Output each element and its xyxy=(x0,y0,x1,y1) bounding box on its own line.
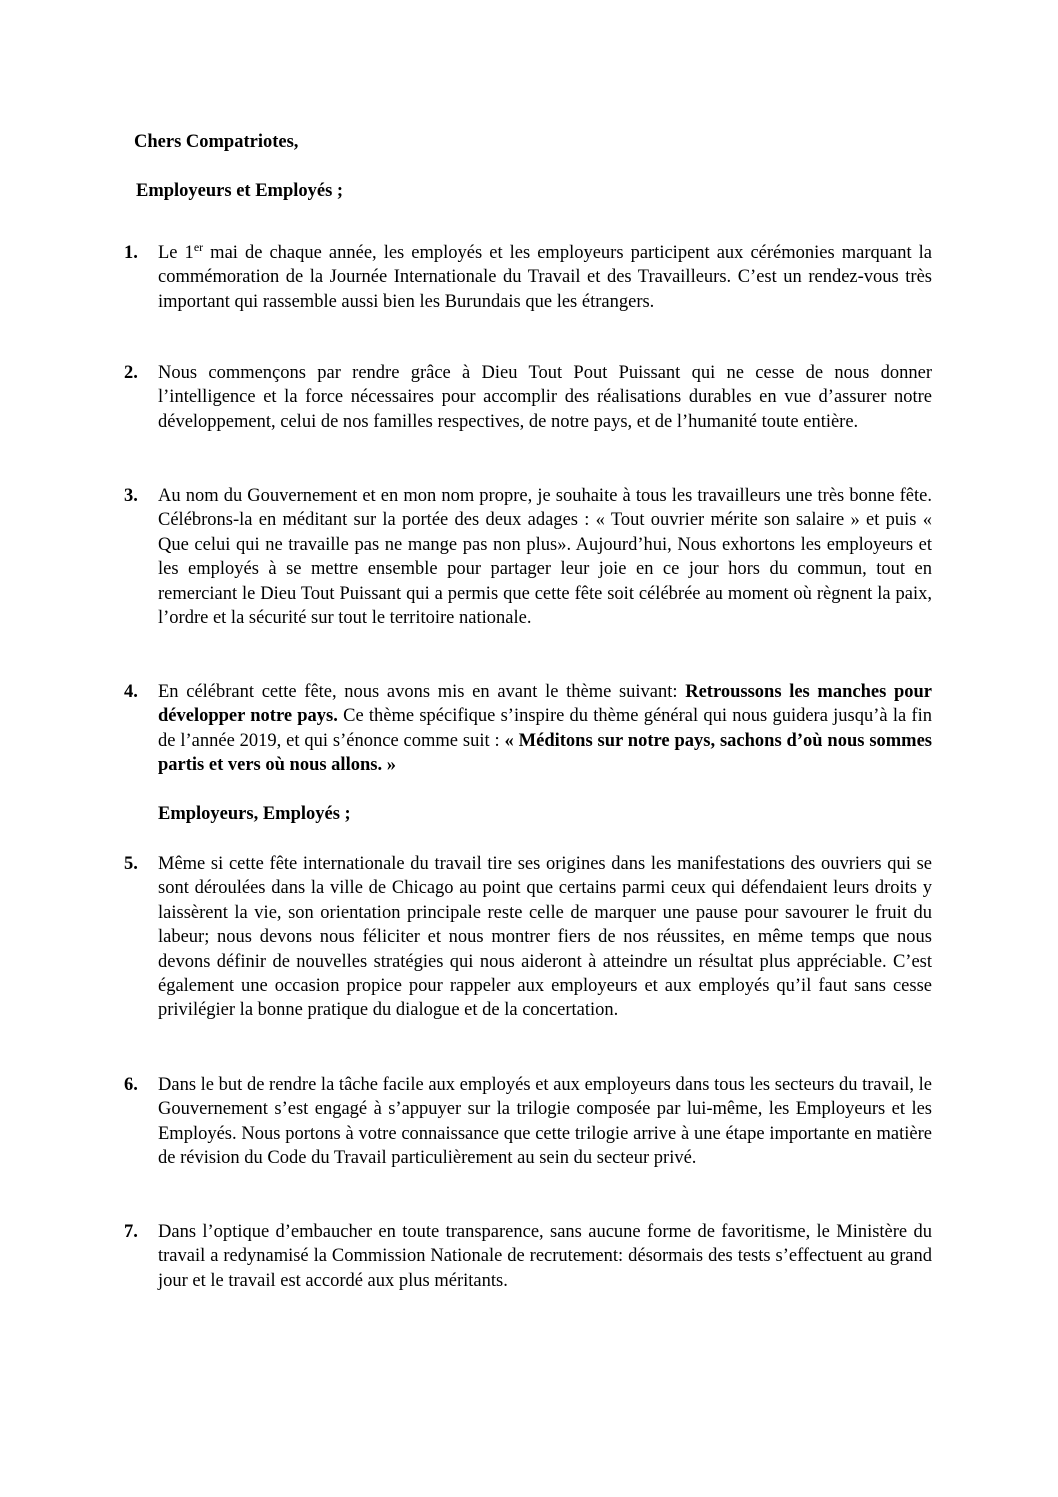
paragraph-text: Dans le but de rendre la tâche facile aux employés et aux employeurs dans tous les secteurs du travail, le Gouvernement s’est engagé à s’appuyer sur la trilogie composée par lui-même, les Employeurs et les Employés. Nous portons à votre connaissance que cette trilogie arrive à une étape importante en matière de révision du Code du Travail particulièrement au sein du secteur privé. xyxy=(158,1075,932,1169)
paragraph-number: 7. xyxy=(124,1222,138,1242)
greeting-employeurs-employes-2: Employeurs, Employés ; xyxy=(158,804,351,824)
theme-general: « Méditons sur notre pays, sachons d’où nous sommes partis et vers où nous allons. » xyxy=(158,730,932,776)
paragraph-text: Nous commençons par rendre grâce à Dieu Tout Pout Puissant qui ne cesse de nous donner l’intelligence et la force nécessaires pour accomplir des réalisations durables en vue d’assurer notre développement, celui de nos familles respectives, de notre pays, et de l’humanité toute entière. xyxy=(158,363,932,432)
paragraph-number: 6. xyxy=(124,1075,138,1095)
paragraph-number: 4. xyxy=(124,682,138,702)
paragraph-number: 5. xyxy=(124,854,138,874)
paragraph-text: En célébrant cette fête, nous avons mis en avant le thème suivant: Retroussons les manches pour développer notre pays. Ce thème spécifique s’inspire du thème général qui nous guidera jusqu’à la fin de l’année 2019, et qui s’énonce comme suit : « Méditons sur notre pays, sachons d’où nous sommes partis et vers où nous allons. » xyxy=(158,682,933,776)
greeting-compatriotes: Chers Compatriotes, xyxy=(134,132,299,152)
paragraph-text: Le 1er mai de chaque année, les employés et les employeurs participent aux cérémonies marquant la commémoration de la Journée Internationale du Travail et des Travailleurs. C’est un rendez-vous très important qui rassemble aussi bien les Burundais que les étrangers. xyxy=(158,240,932,312)
paragraph-number: 3. xyxy=(124,486,138,506)
superscript-er: er xyxy=(193,240,204,254)
paragraph-number: 2. xyxy=(124,363,138,383)
greeting-employeurs-employes: Employeurs et Employés ; xyxy=(136,181,344,201)
paragraph-text: Même si cette fête internationale du travail tire ses origines dans les manifestations des ouvriers qui se sont déroulées dans la ville de Chicago au point que certains parmi ceux qui défendaient leurs droits y laissèrent la vie, son orientation principale reste celle de marquer une pause pour savourer le fruit du labeur; nous devons nous féliciter et nous montrer fiers de nos réussites, en même temps que nous devons définir de nouvelles stratégies qui nous aideront à atteindre un résultat plus appréciable. C’est également une occasion propice pour rappeler aux employeurs et aux employés qu’il faut sans cesse privilégier la bonne pratique du dialogue et de la concertation. xyxy=(158,854,932,1021)
paragraph-number: 1. xyxy=(124,243,138,263)
paragraph-text: Au nom du Gouvernement et en mon nom propre, je souhaite à tous les travailleurs une très bonne fête. Célébrons-la en méditant sur la portée des deux adages : « Tout ouvrier mérite son salaire » et puis « Que celui qui ne travaille pas ne mange pas non plus». Aujourd’hui, Nous exhortons les employeurs et les employés à se mettre ensemble pour partager leur joie en ce jour hors du commun, tout en remerciant le Dieu Tout Puissant qui a permis que cette fête soit célébrée au moment où règnent la paix, l’ordre et la sécurité sur tout le territoire nationale. xyxy=(158,486,932,629)
theme-specifique: Retroussons les manches pour développer notre pays. xyxy=(158,682,933,727)
paragraph-text: Dans l’optique d’embaucher en toute transparence, sans aucune forme de favoritisme, le Ministère du travail a redynamisé la Commission Nationale de recrutement: désormais des tests s’effectuent au grand jour et le travail est accordé aux plus méritants. xyxy=(158,1222,932,1291)
